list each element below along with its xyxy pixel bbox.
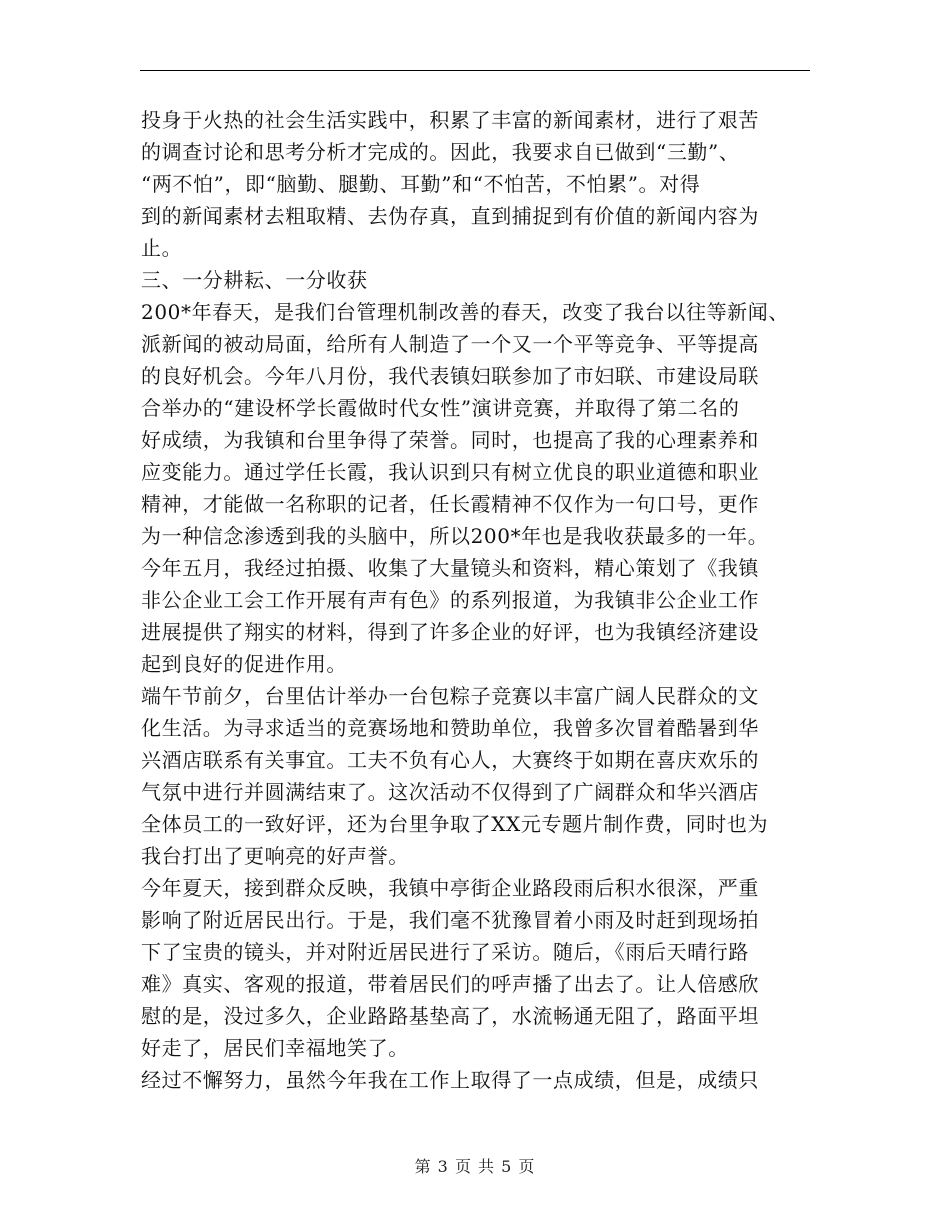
text-line: 今年五月，我经过拍摄、收集了大量镜头和资料，精心策划了《我镇 xyxy=(141,556,759,580)
section-heading: 三、一分耕耘、一分收获 xyxy=(141,268,368,292)
text-line: 我台打出了更响亮的好声誉。 xyxy=(141,844,409,868)
text-line: 进展提供了翔实的材料，得到了许多企业的好评，也为我镇经济建设 xyxy=(141,620,759,644)
text-line: 应变能力。通过学任长霞，我认识到只有树立优良的职业道德和职业 xyxy=(141,460,759,484)
text-line: 好走了，居民们幸福地笑了。 xyxy=(141,1036,409,1060)
text-line: “两不怕”，即“脑勤、腿勤、耳勤”和“不怕苦，不怕累”。对得 xyxy=(141,172,701,196)
text-line: 止。 xyxy=(141,236,183,260)
text-line: 的良好机会。今年八月份，我代表镇妇联参加了市妇联、市建设局联 xyxy=(141,364,759,388)
page-number-footer: 第 3 页 共 5 页 xyxy=(414,1157,536,1176)
text-line: 端午节前夕，台里估计举办一台包粽子竞赛以丰富广阔人民群众的文 xyxy=(141,684,759,708)
text-line: 化生活。为寻求适当的竞赛场地和赞助单位，我曾多次冒着酷暑到华 xyxy=(141,716,759,740)
text-line: 200*年春天，是我们台管理机制改善的春天，改变了我台以往等新闻、 xyxy=(141,300,789,324)
text-line: 经过不懈努力，虽然今年我在工作上取得了一点成绩，但是，成绩只 xyxy=(141,1068,759,1092)
document-body xyxy=(141,104,813,1096)
text-line: 难》真实、客观的报道，带着居民们的呼声播了出去了。让人倍感欣 xyxy=(141,972,759,996)
text-line: 投身于火热的社会生活实践中，积累了丰富的新闻素材，进行了艰苦 xyxy=(141,108,759,132)
header-rule xyxy=(140,70,810,71)
text-line: 派新闻的被动局面，给所有人制造了一个又一个平等竞争、平等提高 xyxy=(141,332,759,356)
text-line: 全体员工的一致好评，还为台里争取了XX元专题片制作费，同时也为 xyxy=(141,812,769,836)
text-line: 起到良好的促进作用。 xyxy=(141,652,347,676)
text-line: 好成绩，为我镇和台里争得了荣誉。同时，也提高了我的心理素养和 xyxy=(141,428,759,452)
text-line: 为一种信念渗透到我的头脑中，所以200*年也是我收获最多的一年。 xyxy=(141,524,769,548)
text-line: 下了宝贵的镜头，并对附近居民进行了采访。随后，《雨后天晴行路 xyxy=(141,940,749,964)
text-line: 到的新闻素材去粗取精、去伪存真，直到捕捉到有价值的新闻内容为 xyxy=(141,204,759,228)
text-line: 今年夏天，接到群众反映，我镇中亭街企业路段雨后积水很深，严重 xyxy=(141,876,759,900)
text-line: 的调查讨论和思考分析才完成的。因此，我要求自已做到“三勤”、 xyxy=(141,140,740,164)
text-line: 影响了附近居民出行。于是，我们毫不犹豫冒着小雨及时赶到现场拍 xyxy=(141,908,759,932)
text-line: 精神，才能做一名称职的记者，任长霞精神不仅作为一句口号，更作 xyxy=(141,492,759,516)
text-line: 非公企业工会工作开展有声有色》的系列报道，为我镇非公企业工作 xyxy=(141,588,759,612)
text-line: 合举办的“建设杯学长霞做时代女性”演讲竞赛，并取得了第二名的 xyxy=(141,396,740,420)
text-line: 慰的是，没过多久，企业路路基垫高了，水流畅通无阻了，路面平坦 xyxy=(141,1004,759,1028)
text-line: 兴酒店联系有关事宜。工夫不负有心人，大赛终于如期在喜庆欢乐的 xyxy=(141,748,759,772)
text-line: 气氛中进行并圆满结束了。这次活动不仅得到了广阔群众和华兴酒店 xyxy=(141,780,759,804)
